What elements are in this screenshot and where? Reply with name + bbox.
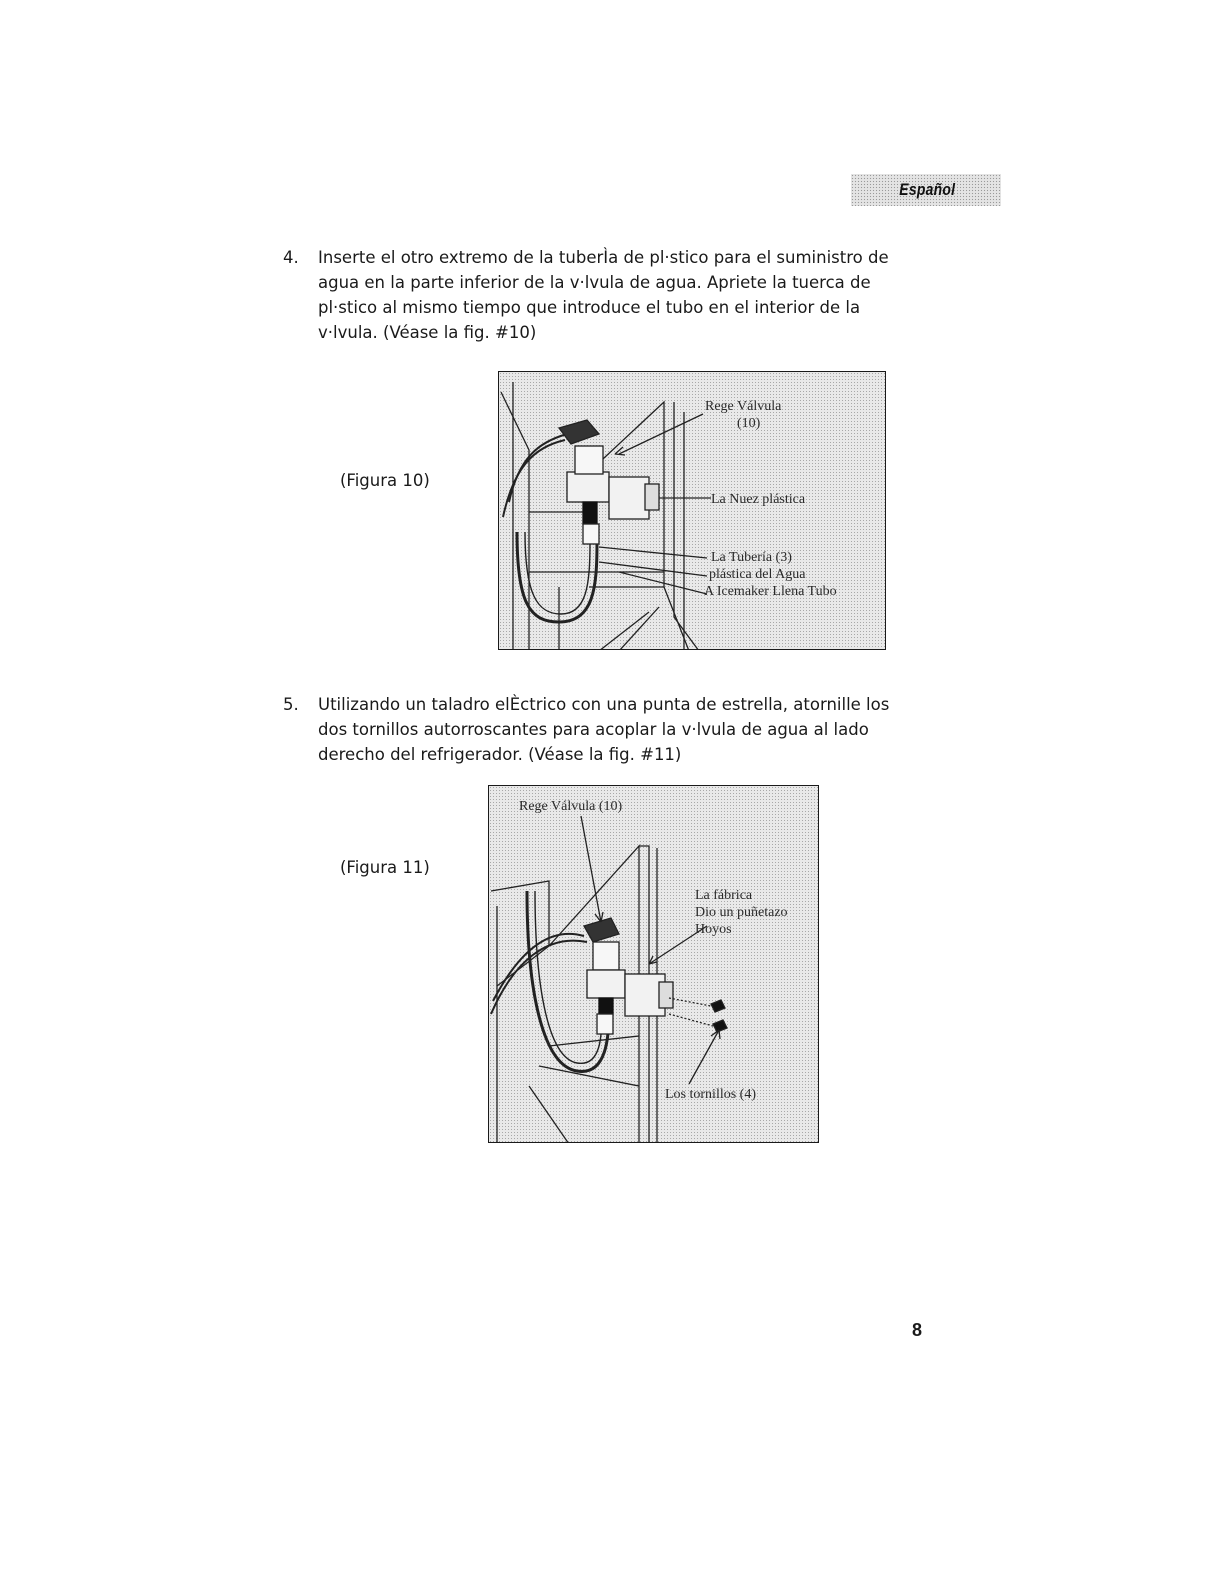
- figure-10-caption: (Figura 10): [340, 471, 430, 490]
- valve-label: Rege Válvula (10): [519, 799, 623, 814]
- step-text: Inserte el otro extremo de la tuberÌa de pl·stico para el suministro de agua en la parte inferior de la v·lvula de agua. Apriete la tuerca de pl·stico al mismo tiempo que introduce el tubo en el interior de la v·lvula. (Véase la fig. #10): [318, 248, 889, 342]
- step-number: 5.: [283, 695, 299, 714]
- figure-10-illustration: [499, 372, 886, 650]
- valve-label: Rege Válvula: [705, 399, 782, 414]
- step-number: 4.: [283, 248, 299, 267]
- plastic-nut-label: La Nuez plástica: [711, 492, 806, 507]
- factory-holes-label: La fábrica: [695, 888, 753, 903]
- figure-11: [488, 785, 819, 1143]
- figure-10: [498, 371, 886, 650]
- factory-holes-label-line-3: Hoyos: [695, 922, 732, 937]
- language-tab: [851, 174, 1001, 206]
- language-label: Español: [899, 180, 955, 199]
- screws-label: Los tornillos (4): [665, 1087, 756, 1102]
- step-text: Utilizando un taladro elÈctrico con una punta de estrella, atornille los dos tornillos autorroscantes para acoplar la v·lvula de agua al lado derecho del refrigerador. (Véase la fig. #11): [318, 695, 890, 764]
- tube-label: La Tubería (3): [711, 550, 792, 565]
- factory-holes-label-line-2: Dio un puñetazo: [695, 905, 788, 920]
- figure-11-caption: (Figura 11): [340, 858, 430, 877]
- figure-11-illustration: [489, 786, 819, 1143]
- step-4: [283, 245, 923, 345]
- page-number: 8: [912, 1320, 923, 1340]
- tube-label-line-2: plástica del Agua: [709, 567, 806, 582]
- tube-label-line-3: A Icemaker Llena Tubo: [704, 584, 837, 599]
- valve-number-label: (10): [737, 416, 761, 431]
- step-5: [283, 692, 923, 767]
